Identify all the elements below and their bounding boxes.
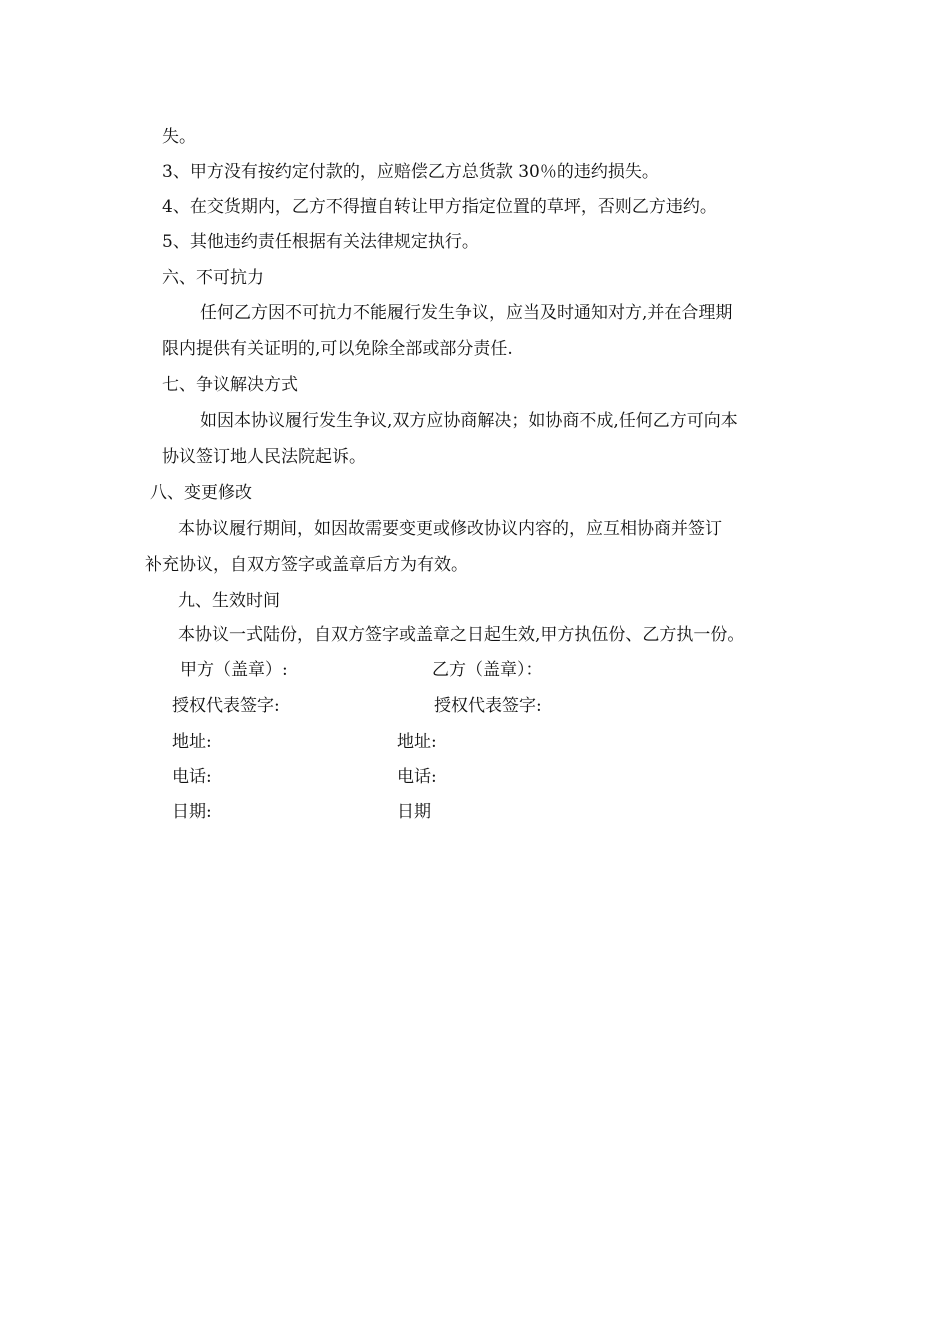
party-a-phone-label: 电话: [172,767,212,787]
clause-5: 5、其他违约责任根据有关法律规定执行。 [162,232,479,252]
party-b-address-label: 地址: [397,732,437,752]
party-a-address-label: 地址: [172,732,212,752]
paragraph-effective: 本协议一式陆份，自双方签字或盖章之日起生效,甲方执伍份、乙方执一份。 [178,625,745,645]
section-heading-amendment: 八、变更修改 [150,483,252,503]
text-line: 失。 [162,127,196,147]
party-a-seal-label: 甲方（盖章）: [180,660,288,680]
section-heading-effective: 九、生效时间 [178,591,280,611]
paragraph-dispute-line-1: 如因本协议履行发生争议,双方应协商解决；如协商不成,任何乙方可向本 [200,411,738,431]
paragraph-amendment-line-2: 补充协议，自双方签字或盖章后方为有效。 [145,555,468,575]
party-b-seal-label: 乙方（盖章）： [432,660,543,680]
party-b-date-label: 日期 [397,802,431,822]
section-heading-force-majeure: 六、不可抗力 [162,268,264,288]
clause-3: 3、甲方没有按约定付款的，应赔偿乙方总货款 30％的违约损失。 [162,162,659,182]
party-a-date-label: 日期: [172,802,212,822]
paragraph-force-majeure-line-1: 任何乙方因不可抗力不能履行发生争议，应当及时通知对方,并在合理期 [200,303,733,323]
paragraph-dispute-line-2: 协议签订地人民法院起诉。 [162,447,366,467]
clause-4: 4、在交货期内，乙方不得擅自转让甲方指定位置的草坪，否则乙方违约。 [162,197,717,217]
party-b-rep-label: 授权代表签字: [434,696,542,716]
party-a-rep-label: 授权代表签字: [172,696,280,716]
party-b-phone-label: 电话: [397,767,437,787]
paragraph-force-majeure-line-2: 限内提供有关证明的,可以免除全部或部分责任. [162,339,513,359]
section-heading-dispute: 七、争议解决方式 [162,375,298,395]
paragraph-amendment-line-1: 本协议履行期间，如因故需要变更或修改协议内容的，应互相协商并签订 [178,519,722,539]
